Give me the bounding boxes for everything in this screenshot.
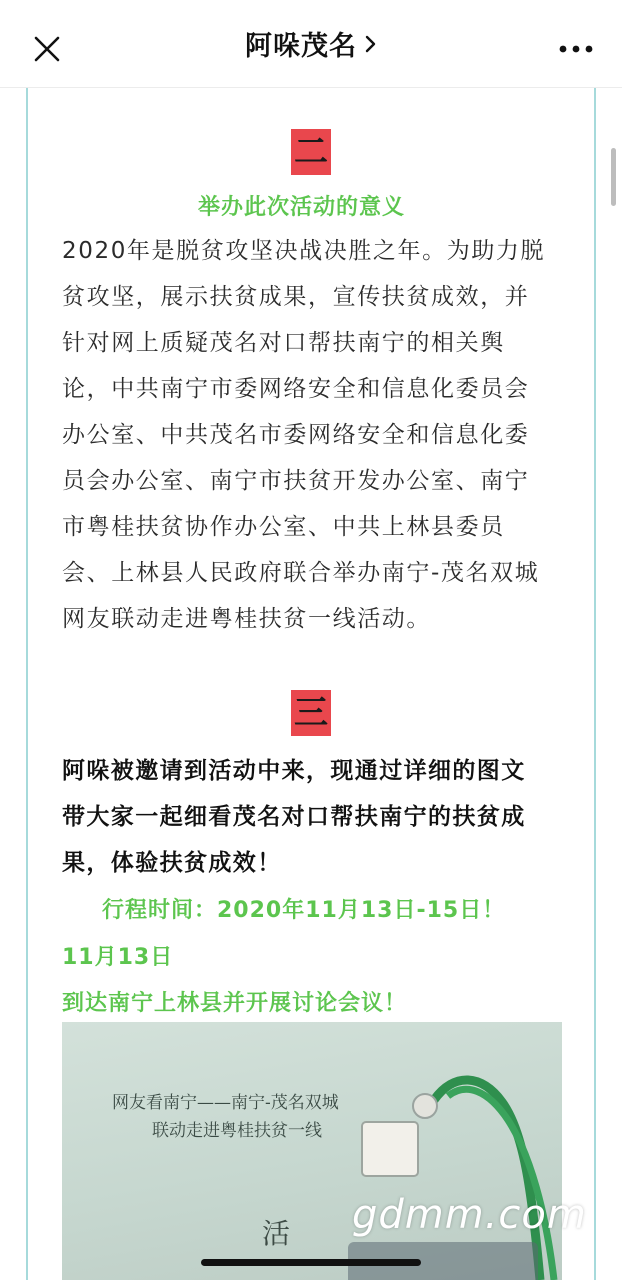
intro-line: 带大家一起细看茂名对口帮扶南宁的扶贫成 [62, 804, 526, 830]
photo-character: 活 [262, 1217, 291, 1250]
scrollbar[interactable] [611, 148, 616, 206]
photo-caption-line1: 网友看南宁——南宁-茂名双城 [112, 1093, 339, 1113]
paragraph-line: 员会办公室、南宁市扶贫开发办公室、南宁 [62, 468, 530, 494]
article-photo[interactable] [62, 1022, 562, 1280]
section2-paragraph [62, 228, 562, 642]
account-title-link[interactable] [245, 24, 377, 63]
section-badge-3 [291, 690, 331, 736]
section3-intro [62, 748, 572, 886]
close-button[interactable] [30, 32, 64, 66]
intro-line: 果，体验扶贫成效！ [62, 850, 282, 876]
section-heading: 举办此次活动的意义 [198, 195, 406, 220]
paragraph-line: 会、上林县人民政府联合举办南宁-茂名双城 [62, 560, 540, 586]
paragraph-line: 针对网上质疑茂名对口帮扶南宁的相关舆 [62, 330, 505, 356]
home-indicator[interactable] [201, 1259, 421, 1266]
paragraph-line: 贫攻坚，展示扶贫成果，宣传扶贫成效，并 [62, 284, 530, 310]
more-button[interactable] [558, 40, 594, 58]
paragraph-line: 论，中共南宁市委网络安全和信息化委员会 [62, 376, 530, 402]
section-number: 二 [294, 132, 328, 172]
top-bar [0, 0, 622, 88]
paragraph-line: 网友联动走进粤桂扶贫一线活动。 [62, 606, 431, 632]
paragraph-line: 市粤桂扶贫协作办公室、中共上林县委员 [62, 514, 505, 540]
more-icon [558, 40, 594, 58]
section-badge-2 [291, 129, 331, 175]
close-icon [30, 32, 64, 66]
schedule-text: 行程时间：2020年11月13日-15日！ [102, 898, 506, 923]
activity-text: 到达南宁上林县并开展讨论会议！ [62, 991, 408, 1016]
page-title: 阿哚茂名 [245, 31, 357, 62]
site-watermark: gdmm.com [352, 1192, 587, 1238]
paragraph-line: 2020年是脱贫攻坚决战决胜之年。为助力脱 [62, 238, 546, 264]
intro-line: 阿哚被邀请到活动中来，现通过详细的图文 [62, 758, 526, 784]
photo-caption-line2: 联动走进粤桂扶贫一线 [152, 1121, 322, 1141]
date-text: 11月13日 [62, 945, 174, 970]
lanyard-graphic [62, 1022, 562, 1280]
chevron-right-icon [365, 34, 377, 54]
section-number: 三 [294, 693, 328, 733]
paragraph-line: 办公室、中共茂名市委网络安全和信息化委 [62, 422, 530, 448]
